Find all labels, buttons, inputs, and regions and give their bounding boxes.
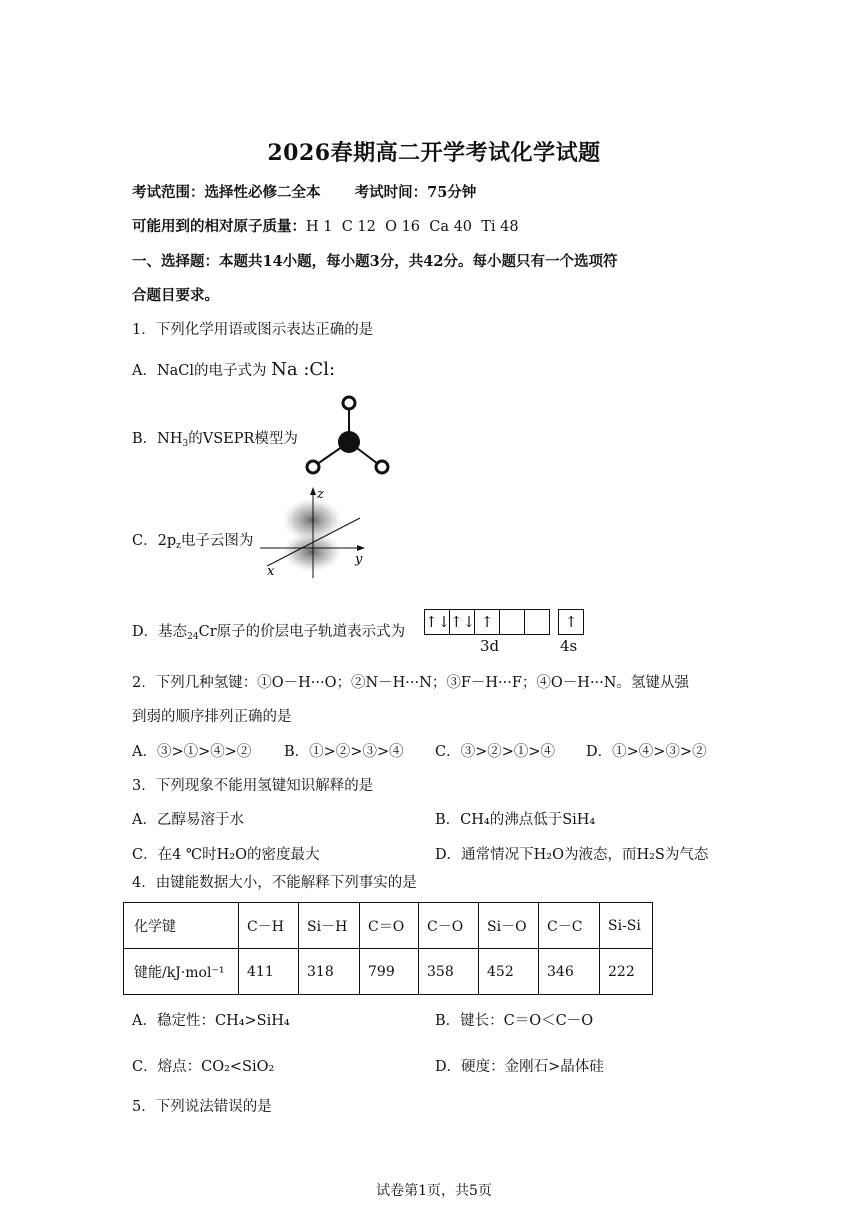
q1-option-c-pre: C．2p bbox=[132, 533, 177, 549]
q3-option-a: A．乙醇易溶于水 bbox=[132, 812, 244, 828]
q1-option-b-sub: 3 bbox=[182, 439, 189, 449]
table-row bbox=[124, 903, 653, 949]
table-header-cell: C－H bbox=[239, 903, 299, 949]
q1-option-c bbox=[132, 529, 253, 551]
section1-heading-line1: 一、选择题：本题共14小题，每小题3分，共42分。每小题只有一个选项符 bbox=[132, 253, 618, 270]
q2-stem-line1: 2．下列几种氢键：①O－H···O；②N－H···N；③F－H···F；④O－H···N。氢键从强 bbox=[132, 675, 689, 691]
page-footer: 试卷第1页，共5页 bbox=[376, 1183, 492, 1199]
q1-option-d-pre: D．基态 bbox=[132, 624, 188, 640]
q5-stem: 5．下列说法错误的是 bbox=[132, 1099, 272, 1115]
q4-option-d: D．硬度：金刚石>晶体硅 bbox=[435, 1059, 604, 1075]
electron-cloud-diagram bbox=[255, 483, 375, 578]
q4-option-b: B．键长：C＝O＜C－O bbox=[435, 1013, 594, 1029]
q1-option-c-post: 电子云图为 bbox=[180, 533, 254, 549]
table-cell: 346 bbox=[539, 949, 600, 995]
orbital-box: ↑ bbox=[474, 609, 499, 635]
table-cell: 799 bbox=[360, 949, 419, 995]
exam-scope: 考试范围：选择性必修二全本 bbox=[132, 184, 321, 201]
q2-option-c: C．③>②>①>④ bbox=[435, 744, 556, 760]
axis-x-label: x bbox=[267, 564, 275, 578]
q1-option-b-pre: B．NH bbox=[132, 431, 183, 447]
axis-y-label: y bbox=[355, 552, 363, 567]
q1-option-a-text: A．NaCl的电子式为 bbox=[132, 363, 267, 379]
q4-option-a: A．稳定性：CH₄>SiH₄ bbox=[132, 1013, 290, 1029]
orbital-box: ↑↓ bbox=[449, 609, 474, 635]
table-header-cell: 化学键 bbox=[124, 903, 239, 949]
electron-formula: Na :Cl: bbox=[271, 359, 336, 380]
orbital-box bbox=[524, 609, 550, 635]
q1-option-d-post: Cr原子的价层电子轨道表示式为 bbox=[198, 624, 406, 640]
atomic-mass-line bbox=[132, 215, 519, 236]
table-row bbox=[124, 949, 653, 995]
table-header-cell: Si－O bbox=[479, 903, 539, 949]
q1-option-d-sub: 24 bbox=[187, 632, 199, 642]
q2-option-d: D．①>④>③>② bbox=[586, 744, 707, 760]
table-cell: 222 bbox=[600, 949, 653, 995]
q1-option-a bbox=[132, 359, 335, 380]
orbital-3d-boxes bbox=[424, 609, 550, 635]
orbital-box: ↑↓ bbox=[424, 609, 449, 635]
q1-option-c-sub: z bbox=[176, 541, 181, 551]
table-header-cell: C－C bbox=[539, 903, 600, 949]
q3-option-d: D．通常情况下H₂O为液态，而H₂S为气态 bbox=[435, 847, 709, 863]
orbital-box bbox=[499, 609, 524, 635]
q4-stem: 4．由键能数据大小，不能解释下列事实的是 bbox=[132, 875, 417, 891]
table-header-cell: C－O bbox=[419, 903, 479, 949]
q1-stem: 1．下列化学用语或图示表达正确的是 bbox=[132, 322, 374, 338]
exam-info bbox=[132, 181, 476, 202]
orbital-4s-box: ↑ bbox=[558, 609, 584, 635]
exam-time: 考试时间：75分钟 bbox=[354, 184, 477, 201]
axis-z-label: z bbox=[317, 487, 324, 502]
vsepr-model-diagram bbox=[300, 390, 400, 480]
q1-option-b bbox=[132, 427, 298, 449]
section1-heading-line2: 合题目要求。 bbox=[132, 287, 219, 304]
table-cell: 452 bbox=[479, 949, 539, 995]
atomic-mass-label: 可能用到的相对原子质量： bbox=[132, 218, 306, 235]
table-row-label: 键能/kJ·mol⁻¹ bbox=[124, 949, 239, 995]
table-header-cell: Si－H bbox=[299, 903, 360, 949]
q2-stem-line2: 到弱的顺序排列正确的是 bbox=[132, 709, 292, 725]
q3-stem: 3．下列现象不能用氢键知识解释的是 bbox=[132, 778, 374, 794]
orbital-3d-label: 3d bbox=[480, 637, 500, 655]
q2-option-a: A．③>①>④>② bbox=[132, 744, 252, 760]
table-cell: 358 bbox=[419, 949, 479, 995]
q3-option-b: B．CH₄的沸点低于SiH₄ bbox=[435, 812, 596, 828]
table-header-cell: Si-Si bbox=[600, 903, 653, 949]
q3-option-c: C．在4 ℃时H₂O的密度最大 bbox=[132, 847, 320, 863]
atomic-mass-values: H 1 C 12 O 16 Ca 40 Ti 48 bbox=[306, 219, 519, 235]
page-title: 2026春期高二开学考试化学试题 bbox=[267, 140, 601, 166]
q1-option-b-post: 的VSEPR模型为 bbox=[188, 431, 298, 447]
table-header-cell: C＝O bbox=[360, 903, 419, 949]
q4-option-c: C．熔点：CO₂<SiO₂ bbox=[132, 1059, 275, 1075]
table-cell: 411 bbox=[239, 949, 299, 995]
q2-option-b: B．①>②>③>④ bbox=[284, 744, 404, 760]
q1-option-d bbox=[132, 620, 405, 642]
bond-energy-table bbox=[123, 902, 653, 995]
orbital-4s-label: 4s bbox=[560, 637, 578, 655]
table-cell: 318 bbox=[299, 949, 360, 995]
